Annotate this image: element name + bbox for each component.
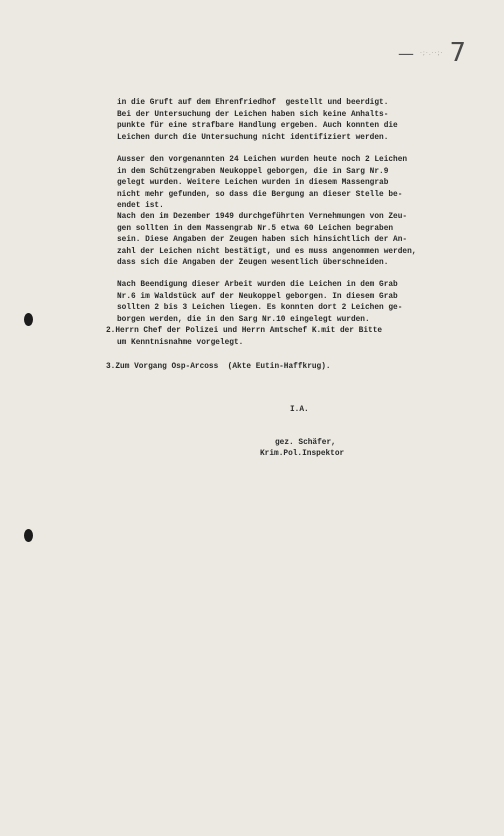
page-number bbox=[398, 38, 466, 68]
signature-title: Krim.Pol.Inspektor bbox=[260, 450, 345, 458]
punch-hole-icon bbox=[24, 313, 33, 326]
text-line: sollten 2 bis 3 Leichen liegen. Es konnten dort 2 Leichen ge- bbox=[117, 304, 403, 312]
text-line: punkte für eine strafbare Handlung ergeben. Auch konnten die bbox=[117, 122, 398, 130]
signature-ia: I.A. bbox=[290, 406, 309, 414]
paragraph-3 bbox=[117, 212, 457, 270]
text-line: nicht mehr gefunden, so dass die Bergung an dieser Stelle be- bbox=[117, 190, 403, 199]
punch-hole-icon bbox=[24, 529, 33, 542]
page-number-dash: — bbox=[398, 43, 414, 63]
text-line: Nach den im Dezember 1949 durchgeführten Vernehmungen von Zeu- bbox=[117, 213, 408, 221]
text-line: Leichen durch die Untersuchung nicht identifiziert werden. bbox=[117, 133, 389, 142]
text-line: in dem Schützengraben Neukoppel geborgen, die in Sarg Nr.9 bbox=[117, 167, 389, 176]
text-line: endet ist. bbox=[117, 202, 164, 210]
text-line: Nr.6 im Waldstück auf der Neukoppel geborgen. In diesem Grab bbox=[117, 292, 398, 301]
item-2-line-1: 2.Herrn Chef der Polizei und Herrn Amtschef K.mit der Bitte bbox=[106, 327, 383, 335]
signature-name: gez. Schäfer, bbox=[275, 439, 336, 447]
text-line: gelegt wurden. Weitere Leichen wurden in diesem Massengrab bbox=[117, 179, 389, 187]
page-number-value: 7 bbox=[449, 38, 467, 68]
text-line: Nach Beendigung dieser Arbeit wurden die Leichen in dem Grab bbox=[117, 281, 398, 289]
paragraph-2 bbox=[117, 155, 457, 213]
text-line: zahl der Leichen nicht bestätigt, und es muss angenommen werden, bbox=[117, 247, 417, 256]
text-line: sein. Diese Angaben der Zeugen haben sich hinsichtlich der An- bbox=[117, 236, 408, 244]
text-line: dass sich die Angaben der Zeugen wesentlich überschneiden. bbox=[117, 259, 389, 267]
item-3: 3.Zum Vorgang Osp-Arcoss (Akte Eutin-Haffkrug). bbox=[106, 363, 331, 371]
text-line: Bei der Untersuchung der Leichen haben sich keine Anhalts- bbox=[117, 110, 389, 119]
page-number-smudge: ·;·.··;· bbox=[420, 49, 444, 57]
text-line: Ausser den vorgenannten 24 Leichen wurden heute noch 2 Leichen bbox=[117, 156, 408, 164]
text-line: borgen werden, die in den Sarg Nr.10 eingelegt wurden. bbox=[117, 315, 370, 324]
item-2-line-2: um Kenntnisnahme vorgelegt. bbox=[117, 339, 244, 347]
paragraph-1 bbox=[117, 98, 457, 144]
text-line: gen sollten in dem Massengrab Nr.5 etwa 60 Leichen begraben bbox=[117, 224, 394, 233]
paragraph-4 bbox=[117, 280, 457, 326]
text-line: in die Gruft auf dem Ehrenfriedhof gestellt und beerdigt. bbox=[117, 99, 389, 107]
